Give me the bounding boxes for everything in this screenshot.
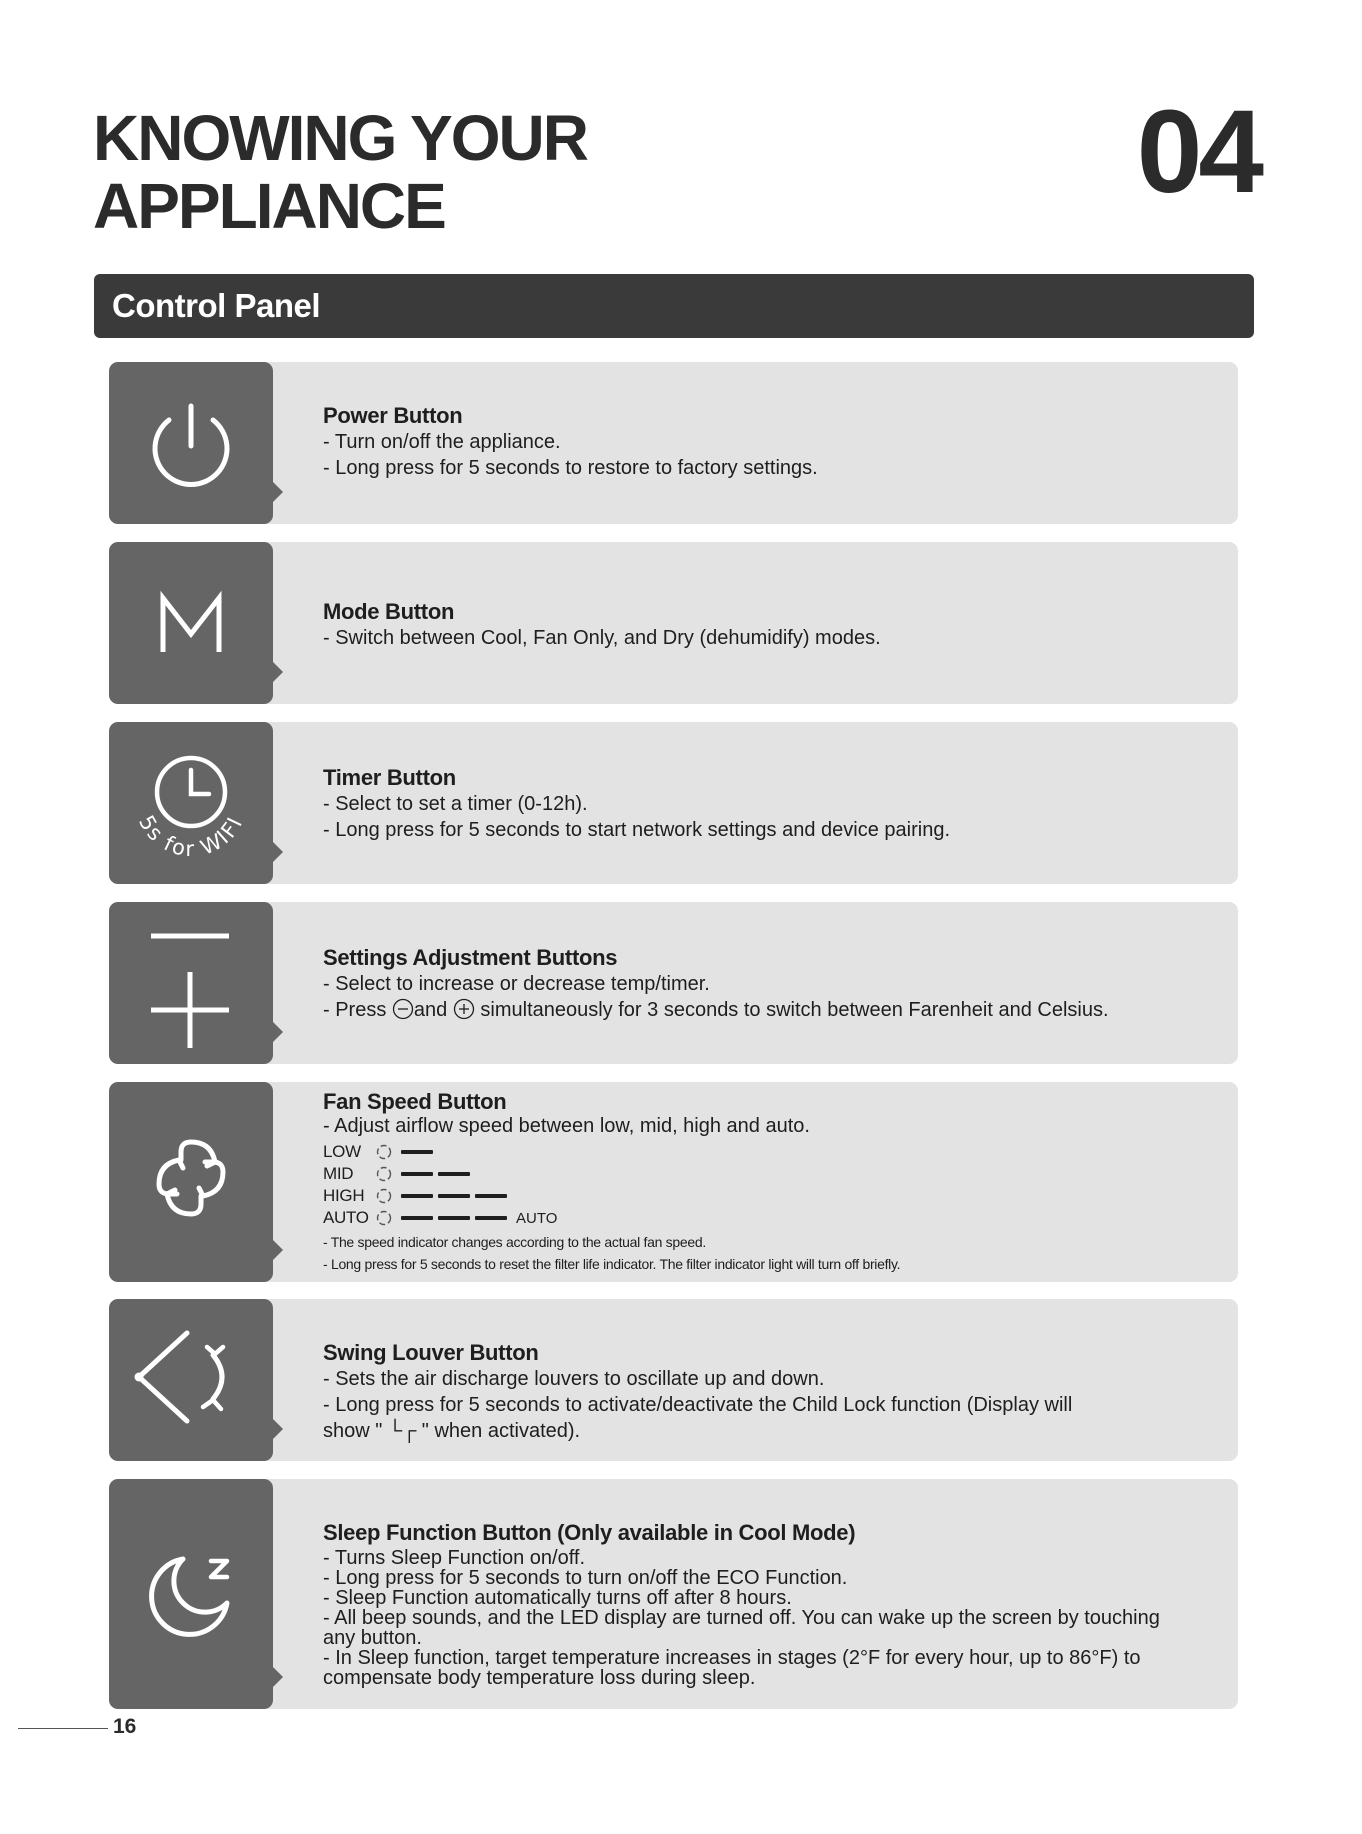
page-title-line1: KNOWING YOUR xyxy=(93,102,587,174)
speed-label: LOW xyxy=(323,1142,361,1161)
card-line: compensate body temperature loss during sleep. xyxy=(323,1667,756,1689)
button-tile xyxy=(109,1299,273,1461)
card-sleep xyxy=(109,1479,1238,1709)
section-title: Control Panel xyxy=(112,287,321,324)
card-line: - Switch between Cool, Fan Only, and Dry (dehumidify) modes. xyxy=(323,627,881,649)
press-suffix: simultaneously for 3 seconds to switch between Farenheit and Celsius. xyxy=(474,999,1109,1021)
speed-label: MID xyxy=(323,1164,354,1183)
card-line: - Long press for 5 seconds to turn on/off the ECO Function. xyxy=(323,1567,848,1589)
speed-bar xyxy=(401,1216,433,1220)
speed-bar xyxy=(438,1194,470,1198)
card-line: - Long press for 5 seconds to activate/deactivate the Child Lock function (Display will xyxy=(323,1394,1073,1416)
fan-icon xyxy=(375,1209,393,1227)
card-line: - Turns Sleep Function on/off. xyxy=(323,1547,586,1569)
card-line: - Select to increase or decrease temp/timer. xyxy=(323,973,710,995)
speed-row-mid xyxy=(323,1163,1198,1185)
card-text xyxy=(323,1519,1198,1688)
chapter-number: 04 xyxy=(1136,86,1260,218)
card-line: - Sets the air discharge louvers to oscillate up and down. xyxy=(323,1368,825,1390)
power-icon xyxy=(109,362,273,524)
footer-rule xyxy=(18,1728,108,1729)
card-title: Power Button xyxy=(323,403,463,428)
card-swing-louver xyxy=(109,1299,1238,1461)
card-title: Timer Button xyxy=(323,765,456,790)
speed-bar xyxy=(401,1194,433,1198)
speed-legend xyxy=(323,1141,1198,1229)
button-tile xyxy=(109,1479,273,1709)
timer-clock-icon xyxy=(109,722,273,884)
card-line: - All beep sounds, and the LED display are turned off. You can wake up the screen by touching xyxy=(323,1607,1160,1629)
speed-bar xyxy=(401,1172,433,1176)
fan-icon xyxy=(375,1187,393,1205)
swing-louver-icon xyxy=(109,1299,273,1461)
card-line: - Adjust airflow speed between low, mid, high and auto. xyxy=(323,1115,810,1137)
speed-bar xyxy=(438,1216,470,1220)
minus-plus-icon xyxy=(109,902,273,1064)
card-text xyxy=(323,598,1198,651)
button-tile xyxy=(109,542,273,704)
svg-text:5s for WIFI xyxy=(134,811,248,861)
mode-m-icon xyxy=(109,542,273,704)
fan-icon xyxy=(109,1082,273,1282)
speed-row-auto xyxy=(323,1207,1198,1229)
page-number: 16 xyxy=(113,1715,137,1738)
card-title: Fan Speed Button xyxy=(323,1089,507,1114)
auto-tag: AUTO xyxy=(516,1209,558,1227)
card-note: - The speed indicator changes according to the actual fan speed. xyxy=(323,1234,706,1250)
fan-icon xyxy=(375,1143,393,1161)
speed-label: HIGH xyxy=(323,1186,365,1205)
card-mode xyxy=(109,542,1238,704)
card-line: - Turn on/off the appliance. xyxy=(323,431,561,453)
card-line: - Long press for 5 seconds to start network settings and device pairing. xyxy=(323,819,951,841)
speed-bar xyxy=(475,1194,507,1198)
card-line: any button. xyxy=(323,1627,422,1649)
card-text xyxy=(323,1339,1198,1444)
card-note: - Long press for 5 seconds to reset the filter life indicator. The filter indicator light will turn off briefly. xyxy=(323,1256,901,1272)
speed-row-high xyxy=(323,1185,1198,1207)
speed-bar xyxy=(401,1150,433,1154)
card-power xyxy=(109,362,1238,524)
card-timer xyxy=(109,722,1238,884)
speed-label: AUTO xyxy=(323,1208,369,1227)
card-title: Settings Adjustment Buttons xyxy=(323,945,618,970)
speed-bar xyxy=(475,1216,507,1220)
card-fan-speed xyxy=(109,1082,1238,1282)
card-settings-adjustment xyxy=(109,902,1238,1064)
press-mid: and xyxy=(413,999,453,1021)
card-title: Mode Button xyxy=(323,599,455,624)
section-header xyxy=(94,274,1254,338)
button-tile xyxy=(109,722,273,884)
card-line-press xyxy=(323,997,1198,1023)
card-text xyxy=(323,764,1198,843)
card-text xyxy=(323,402,1198,481)
page-title xyxy=(93,104,587,240)
button-tile xyxy=(109,1082,273,1282)
plus-circle-icon xyxy=(453,998,475,1020)
sleep-moon-icon xyxy=(109,1479,273,1709)
card-line: - Sleep Function automatically turns off after 8 hours. xyxy=(323,1587,792,1609)
card-text xyxy=(323,1088,1198,1275)
minus-circle-icon xyxy=(392,998,414,1020)
card-line: - Long press for 5 seconds to restore to factory settings. xyxy=(323,457,818,479)
button-tile xyxy=(109,362,273,524)
speed-bar xyxy=(438,1172,470,1176)
press-prefix: - Press xyxy=(323,999,392,1021)
card-line: show " └┌ " when activated). xyxy=(323,1420,581,1442)
card-line: - Select to set a timer (0-12h). xyxy=(323,793,588,815)
page-title-line2: APPLIANCE xyxy=(93,170,445,242)
fan-icon xyxy=(375,1165,393,1183)
speed-row-low xyxy=(323,1141,1198,1163)
card-title: Swing Louver Button xyxy=(323,1340,539,1365)
button-tile xyxy=(109,902,273,1064)
wifi-caption: 5s for WIFI xyxy=(134,811,248,862)
card-text xyxy=(323,944,1198,1023)
card-line: - In Sleep function, target temperature increases in stages (2°F for every hour, up to 86°F) to xyxy=(323,1647,1141,1669)
card-title: Sleep Function Button (Only available in Cool Mode) xyxy=(323,1520,856,1545)
